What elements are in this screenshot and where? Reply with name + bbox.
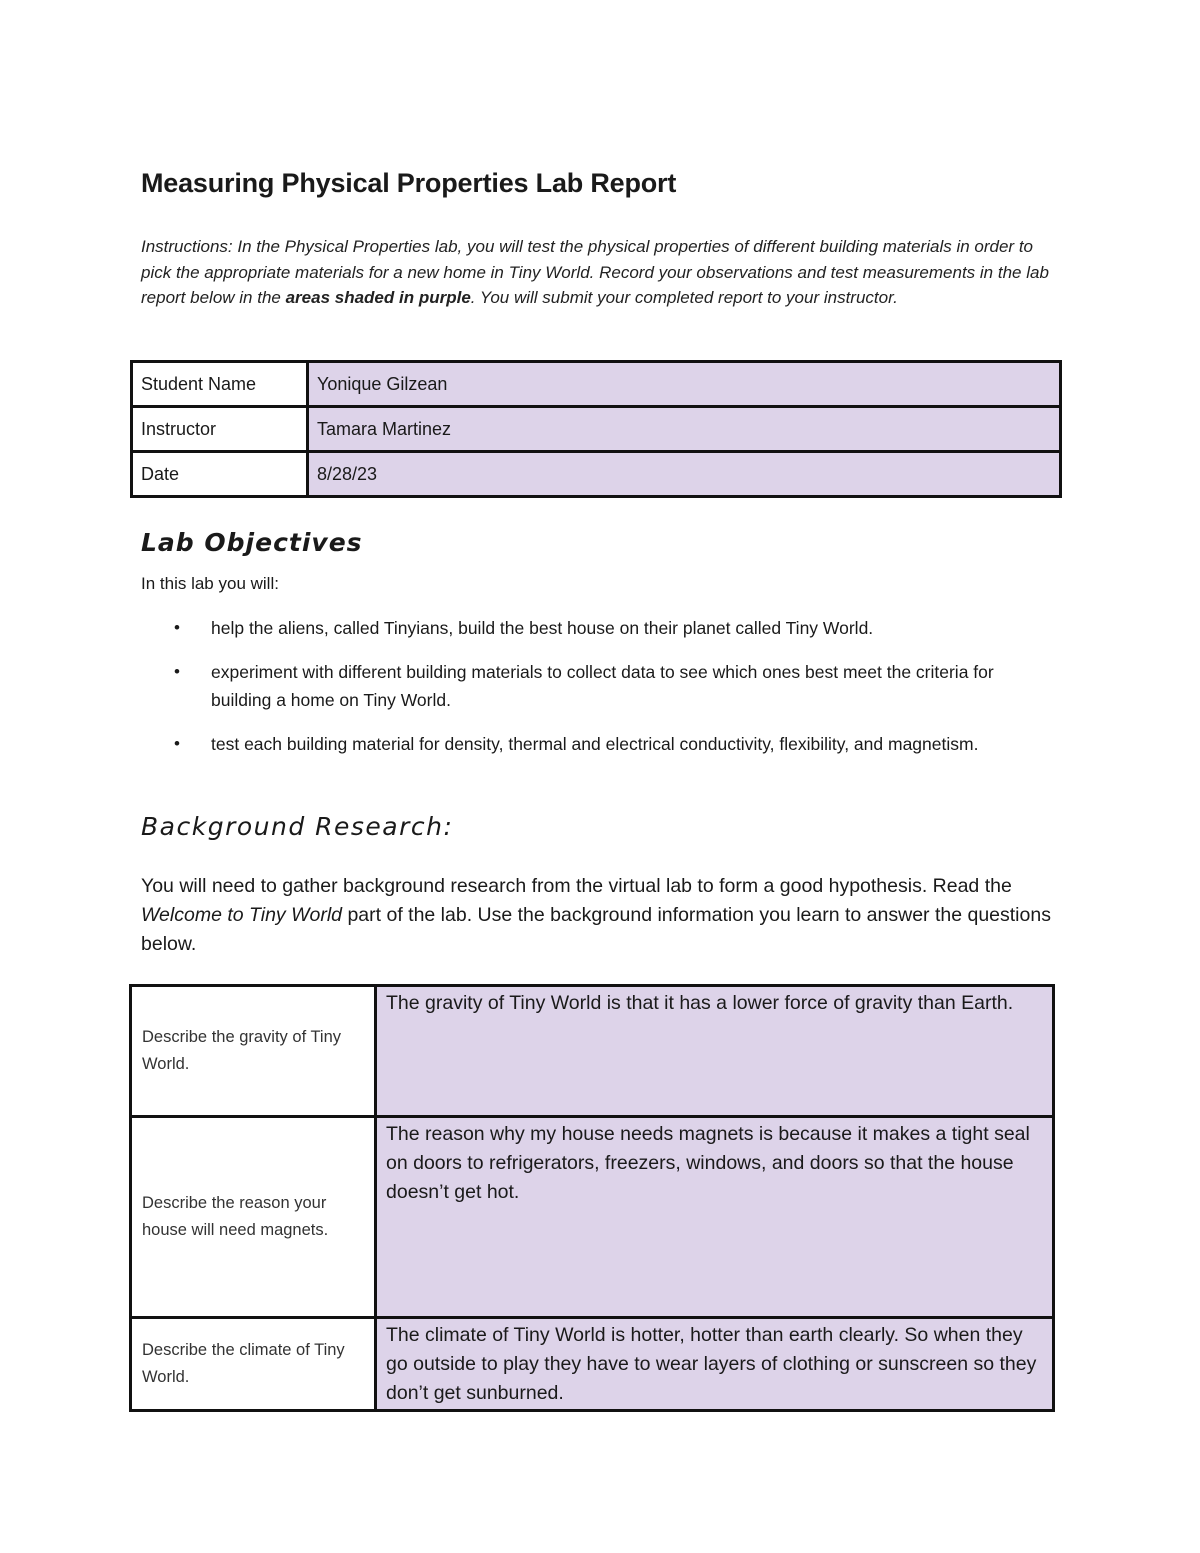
table-row [131, 1318, 1054, 1411]
question-text: Describe the gravity of Tiny World. [142, 1028, 341, 1073]
bullet-icon: • [174, 618, 180, 637]
objectives-intro: In this lab you will: [141, 574, 279, 593]
list-item [141, 658, 1011, 714]
magnets-question [131, 1117, 376, 1318]
instructor-field[interactable]: Tamara Martinez [308, 407, 1061, 452]
date-field[interactable]: 8/28/23 [308, 452, 1061, 497]
question-text: Describe the climate of Tiny World. [142, 1341, 345, 1386]
background-research-table [129, 984, 1055, 1412]
table-row [132, 452, 1061, 497]
climate-answer-field[interactable]: The climate of Tiny World is hotter, hotter than earth clearly. So when they go outside to play they have to wear layers of clothing or sunscreen so they don’t get sunburned. [376, 1318, 1054, 1411]
climate-question [131, 1318, 376, 1411]
gravity-answer-field[interactable]: The gravity of Tiny World is that it has a lower force of gravity than Earth. [376, 986, 1054, 1117]
objectives-list [141, 614, 1011, 774]
background-intro [141, 872, 1056, 959]
bullet-icon: • [174, 734, 180, 753]
date-label: Date [132, 452, 308, 497]
instructions-text-2: . You will submit your completed report to your instructor. [470, 288, 898, 307]
table-row [132, 362, 1061, 407]
magnets-answer-field[interactable]: The reason why my house needs magnets is because it makes a tight seal on doors to refrigerators, freezers, windows, and doors so that the house doesn’t get hot. [376, 1117, 1054, 1318]
instructions-text-1: Instructions: In the Physical Properties lab, you will test the physical properties of different building materials in order to pick the appropriate materials for a new home in Tiny World. Record your observations and test measurements in the lab report below in the [141, 237, 1049, 307]
instructions-bold: areas shaded in purple [285, 288, 471, 307]
background-research-heading: Background Research: [141, 812, 454, 841]
student-name-field[interactable]: Yonique Gilzean [308, 362, 1061, 407]
lab-objectives-heading: Lab Objectives [141, 528, 363, 557]
gravity-question [131, 986, 376, 1117]
background-intro-italic: Welcome to Tiny World [141, 904, 343, 926]
background-intro-text-1: You will need to gather background research from the virtual lab to form a good hypothesis. Read the [141, 875, 1012, 897]
list-item [141, 730, 1011, 758]
bullet-icon: • [174, 662, 180, 681]
objective-text: experiment with different building materials to collect data to see which ones best meet the criteria for building a home on Tiny World. [211, 662, 994, 710]
student-name-label: Student Name [132, 362, 308, 407]
instructor-label: Instructor [132, 407, 308, 452]
background-intro-text-2: part of the lab. Use the background information you learn to answer the questions below. [141, 904, 1051, 955]
table-row [131, 1117, 1054, 1318]
list-item [141, 614, 1011, 642]
instructions [141, 234, 1051, 311]
table-row [131, 986, 1054, 1117]
objective-text: help the aliens, called Tinyians, build the best house on their planet called Tiny World. [211, 618, 874, 638]
table-row [132, 407, 1061, 452]
objective-text: test each building material for density, thermal and electrical conductivity, flexibility, and magnetism. [211, 734, 979, 754]
question-text: Describe the reason your house will need magnets. [142, 1194, 329, 1239]
student-info-table [130, 360, 1062, 498]
page-title: Measuring Physical Properties Lab Report [141, 168, 677, 198]
